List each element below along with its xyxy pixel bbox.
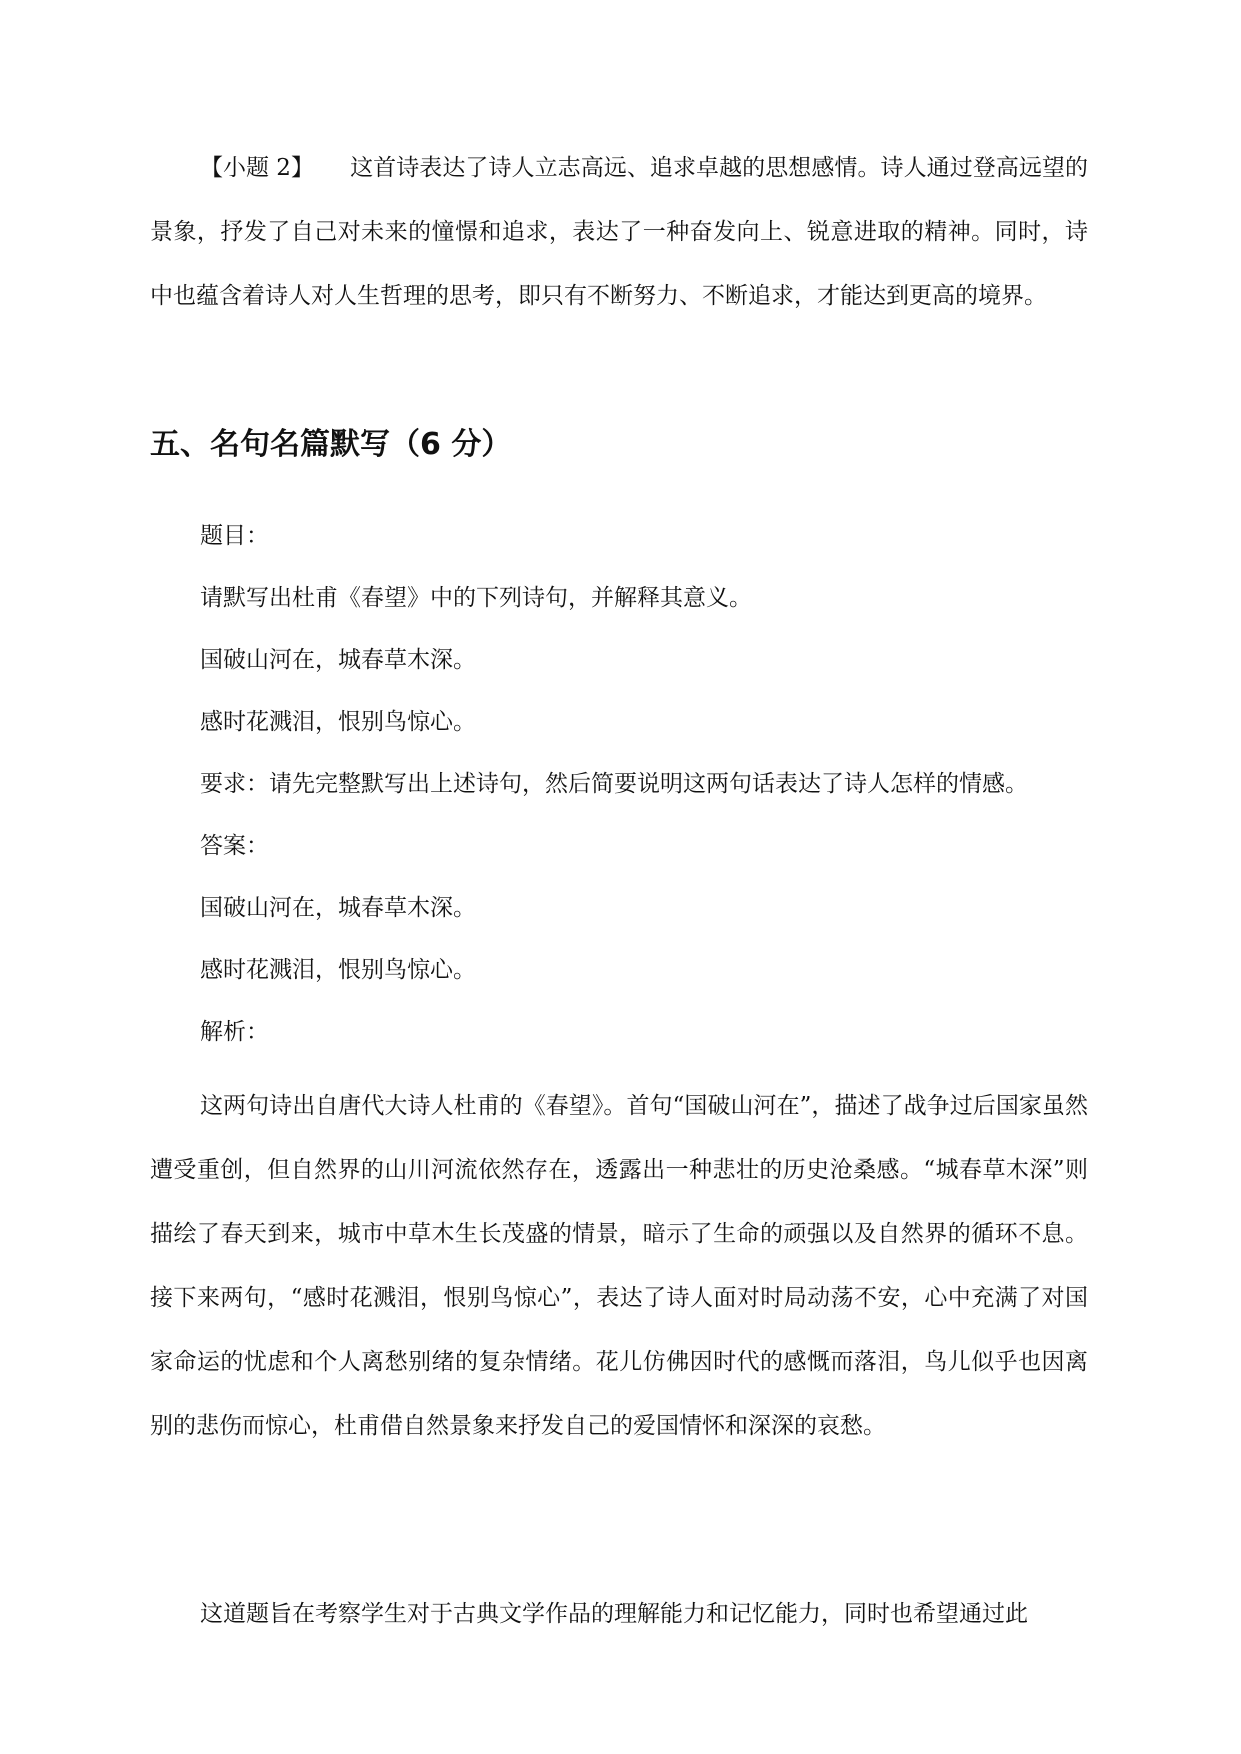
answer-label: 答案： [200, 833, 269, 859]
poem-line-1: 国破山河在，城春草木深。 [200, 647, 476, 673]
poem-line-2: 感时花溅泪，恨别鸟惊心。 [200, 709, 476, 735]
q2-label: 【小题 2】 [200, 155, 314, 181]
answer-line-1: 国破山河在，城春草木深。 [200, 895, 476, 921]
analysis-paragraph-2: 这道题旨在考察学生对于古典文学作品的理解能力和记忆能力，同时也希望通过此 [200, 1601, 1028, 1627]
answer-line-2: 感时花溅泪，恨别鸟惊心。 [200, 957, 476, 983]
section-5-heading: 五、名句名篇默写（6 分） [150, 427, 512, 462]
requirement-text: 要求：请先完整默写出上述诗句，然后简要说明这两句话表达了诗人怎样的情感。 [200, 771, 1028, 797]
q2-answer-text: 这首诗表达了诗人立志高远、追求卓越的思想感情。诗人通过登高远望的景象，抒发了自己对未来的憧憬和追求，表达了一种奋发向上、锐意进取的精神。同时，诗中也蕴含着诗人对人生哲理的思考，即只有不断努力、不断追求，才能达到更高的境界。 [150, 155, 1088, 309]
analysis-paragraph-1: 这两句诗出自唐代大诗人杜甫的《春望》。首句“国破山河在”，描述了战争过后国家虽然遭受重创，但自然界的山川河流依然存在，透露出一种悲壮的历史沧桑感。“城春草木深”则描绘了春天到来，城市中草木生长茂盛的情景，暗示了生命的顽强以及自然界的循环不息。接下来两句，“感时花溅泪，恨别鸟惊心”，表达了诗人面对时局动荡不安，心中充满了对国家命运的忧虑和个人离愁别绪的复杂情绪。花儿仿佛因时代的感慨而落泪，鸟儿似乎也因离别的悲伤而惊心，杜甫借自然景象来抒发自己的爱国情怀和深深的哀愁。 [150, 1093, 1088, 1439]
question-text: 请默写出杜甫《春望》中的下列诗句，并解释其意义。 [200, 585, 752, 611]
analysis-label: 解析： [200, 1019, 269, 1045]
q2-answer-paragraph [150, 136, 1088, 328]
question-label: 题目： [200, 523, 269, 549]
